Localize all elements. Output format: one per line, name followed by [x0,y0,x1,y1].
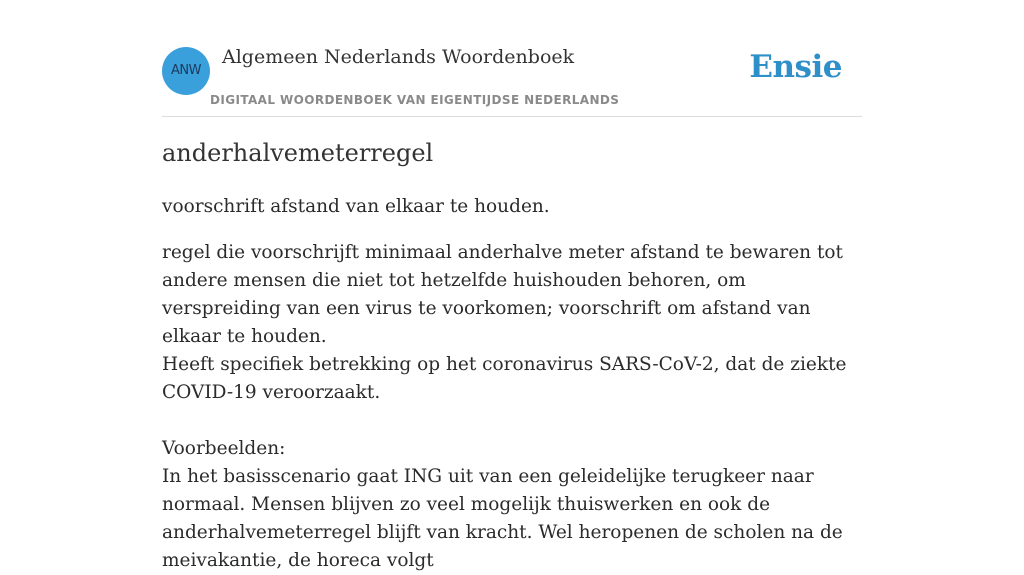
site-header [162,0,862,117]
ensie-brand-logo[interactable]: Ensie [749,49,842,85]
site-title[interactable]: Algemeen Nederlands Woordenboek [222,46,575,68]
anw-logo[interactable]: ANW [162,47,210,95]
long-definition [162,239,862,575]
examples-heading: Voorbeelden: [162,438,286,459]
definition-paragraph: regel die voorschrijft minimaal anderhalve meter afstand te bewaren tot andere mensen die niet tot hetzelfde huishouden behoren, om verspreiding van een virus te voorkomen; voorschrift om afstand van elkaar te houden. [162,242,843,347]
example-text: In het basisscenario gaat ING uit van een geleidelijke terugkeer naar normaal. Mensen blijven zo veel mogelijk thuiswerken en ook de anderhalvemeterregel blijft van kracht. Wel heropenen de scholen na de meivakantie, de horeca volgt [162,466,843,571]
entry-title: anderhalvemeterregel [162,139,434,167]
page-container [162,0,862,571]
spacer [162,407,862,435]
definition-note: Heeft specifiek betrekking op het coronavirus SARS-CoV-2, dat de ziekte COVID-19 veroorzaakt. [162,354,847,403]
short-definition: voorschrift afstand van elkaar te houden. [162,196,550,217]
site-subtitle: DIGITAAL WOORDENBOEK VAN EIGENTIJDSE NEDERLANDS [210,93,620,107]
